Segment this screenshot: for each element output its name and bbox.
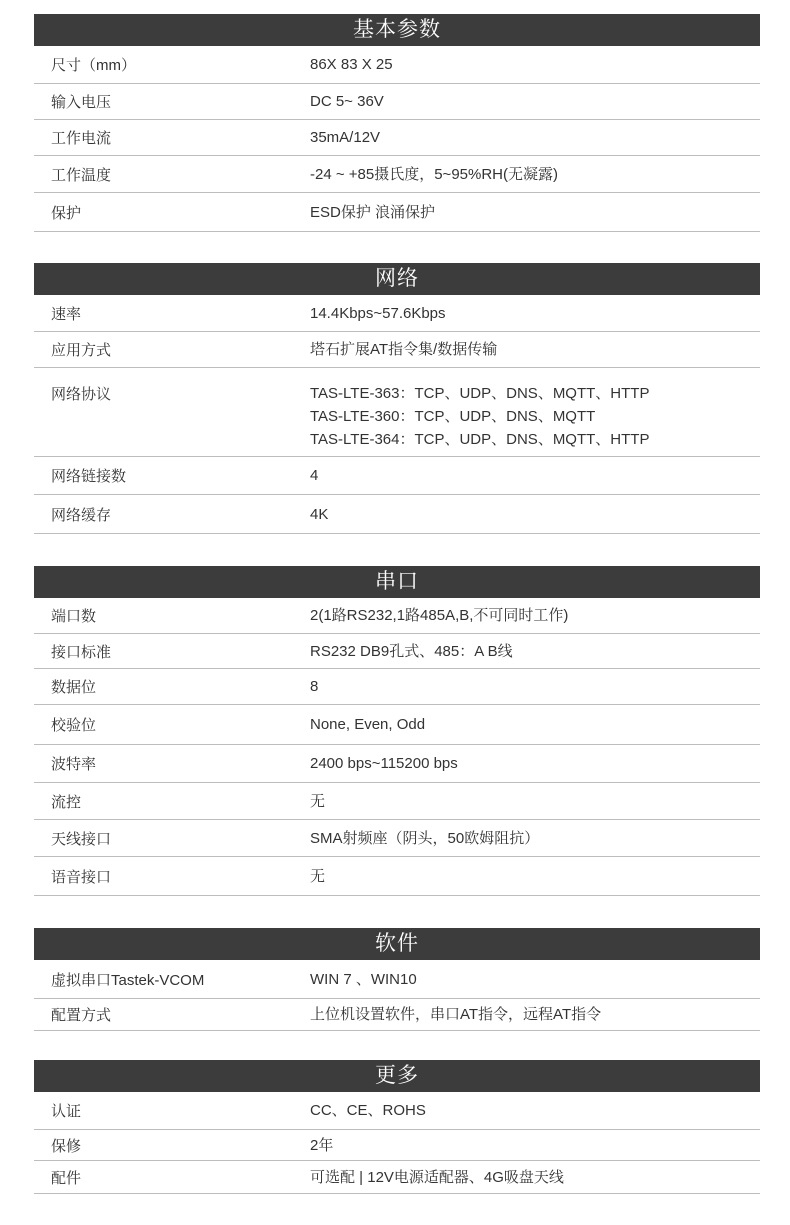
spec-label: 尺寸（mm） bbox=[51, 57, 136, 74]
spec-label: 网络缓存 bbox=[51, 506, 112, 524]
spec-row bbox=[34, 495, 760, 534]
spec-value: 无 bbox=[310, 792, 326, 810]
spec-row bbox=[34, 857, 760, 896]
spec-row bbox=[34, 1161, 760, 1194]
spec-value: ESD保护 浪涌保护 bbox=[310, 203, 436, 221]
spec-label: 保修 bbox=[51, 1137, 82, 1155]
spec-value: 无 bbox=[310, 867, 326, 885]
spec-value: 35mA/12V bbox=[310, 129, 381, 146]
section-header: 基本参数 bbox=[34, 14, 760, 46]
protocol-line: TAS-LTE-364：TCP、UDP、DNS、MQTT、HTTP bbox=[310, 431, 650, 448]
spec-row bbox=[34, 193, 760, 232]
spec-row bbox=[34, 156, 760, 193]
spec-row bbox=[34, 84, 760, 120]
spec-row bbox=[34, 368, 760, 457]
spec-row bbox=[34, 634, 760, 669]
spec-value: 塔石扩展AT指令集/数据传输 bbox=[310, 341, 498, 358]
spec-label: 接口标准 bbox=[51, 643, 112, 661]
section-basic-params bbox=[34, 14, 760, 232]
spec-value: -24 ~ +85摄氏度，5~95%RH(无凝露) bbox=[310, 165, 558, 183]
spec-label: 波特率 bbox=[51, 756, 97, 773]
spec-value: 可选配 | 12V电源适配器、4G吸盘天线 bbox=[310, 1168, 564, 1186]
spec-label: 配件 bbox=[51, 1169, 82, 1187]
section-header: 软件 bbox=[34, 928, 760, 960]
spec-row bbox=[34, 783, 760, 820]
section-network bbox=[34, 263, 760, 534]
section-more bbox=[34, 1060, 760, 1194]
spec-value-multiline bbox=[310, 368, 760, 451]
spec-label: 天线接口 bbox=[51, 830, 112, 848]
spec-label: 工作温度 bbox=[51, 166, 112, 184]
spec-label: 网络链接数 bbox=[51, 468, 127, 485]
spec-value: 14.4Kbps~57.6Kbps bbox=[310, 304, 446, 322]
spec-value: DC 5~ 36V bbox=[310, 93, 384, 110]
section-software bbox=[34, 928, 760, 1031]
section-serial-port bbox=[34, 566, 760, 896]
spec-row bbox=[34, 745, 760, 783]
spec-value: 2(1路RS232,1路485A,B,不可同时工作) bbox=[310, 607, 569, 624]
spec-label: 端口数 bbox=[51, 608, 97, 625]
spec-label: 认证 bbox=[51, 1103, 82, 1120]
spec-value: 4K bbox=[310, 505, 329, 523]
spec-value: 上位机设置软件，串口AT指令，远程AT指令 bbox=[310, 1006, 602, 1023]
spec-label: 配置方式 bbox=[51, 1007, 112, 1024]
spec-value: 86X 83 X 25 bbox=[310, 56, 393, 73]
spec-row bbox=[34, 705, 760, 745]
spec-row bbox=[34, 1130, 760, 1161]
spec-label: 语音接口 bbox=[51, 868, 112, 886]
spec-row bbox=[34, 120, 760, 156]
spec-value: WIN 7 、WIN10 bbox=[310, 970, 417, 988]
spec-value: 2年 bbox=[310, 1136, 334, 1154]
section-header: 更多 bbox=[34, 1060, 760, 1092]
spec-value: 8 bbox=[310, 678, 319, 695]
protocol-line: TAS-LTE-363：TCP、UDP、DNS、MQTT、HTTP bbox=[310, 385, 650, 402]
spec-value: 4 bbox=[310, 467, 319, 484]
spec-label: 网络协议 bbox=[51, 386, 112, 403]
spec-row bbox=[34, 999, 760, 1031]
section-header: 网络 bbox=[34, 263, 760, 295]
spec-row bbox=[34, 457, 760, 495]
spec-row bbox=[34, 820, 760, 857]
spec-label: 输入电压 bbox=[51, 94, 112, 111]
spec-row bbox=[34, 332, 760, 368]
spec-label: 数据位 bbox=[51, 679, 97, 696]
spec-row bbox=[34, 669, 760, 705]
spec-value: 2400 bps~115200 bps bbox=[310, 755, 458, 772]
spec-label: 流控 bbox=[51, 793, 82, 811]
spec-label: 应用方式 bbox=[51, 342, 112, 359]
section-header: 串口 bbox=[34, 566, 760, 598]
spec-value: CC、CE、ROHS bbox=[310, 1102, 426, 1119]
spec-label: 速率 bbox=[51, 305, 82, 323]
spec-value: None, Even, Odd bbox=[310, 716, 426, 733]
spec-label: 工作电流 bbox=[51, 130, 112, 147]
spec-row bbox=[34, 46, 760, 84]
spec-row bbox=[34, 960, 760, 999]
spec-row bbox=[34, 295, 760, 332]
spec-label: 虚拟串口Tastek-VCOM bbox=[51, 971, 205, 989]
spec-label: 保护 bbox=[51, 204, 82, 222]
spec-row bbox=[34, 1092, 760, 1130]
spec-row bbox=[34, 598, 760, 634]
protocol-line: TAS-LTE-360：TCP、UDP、DNS、MQTT bbox=[310, 408, 596, 425]
spec-value: SMA射频座（阴头，50欧姆阻抗） bbox=[310, 829, 540, 847]
spec-label: 校验位 bbox=[51, 717, 97, 734]
spec-value: RS232 DB9孔式、485：A B线 bbox=[310, 642, 513, 660]
